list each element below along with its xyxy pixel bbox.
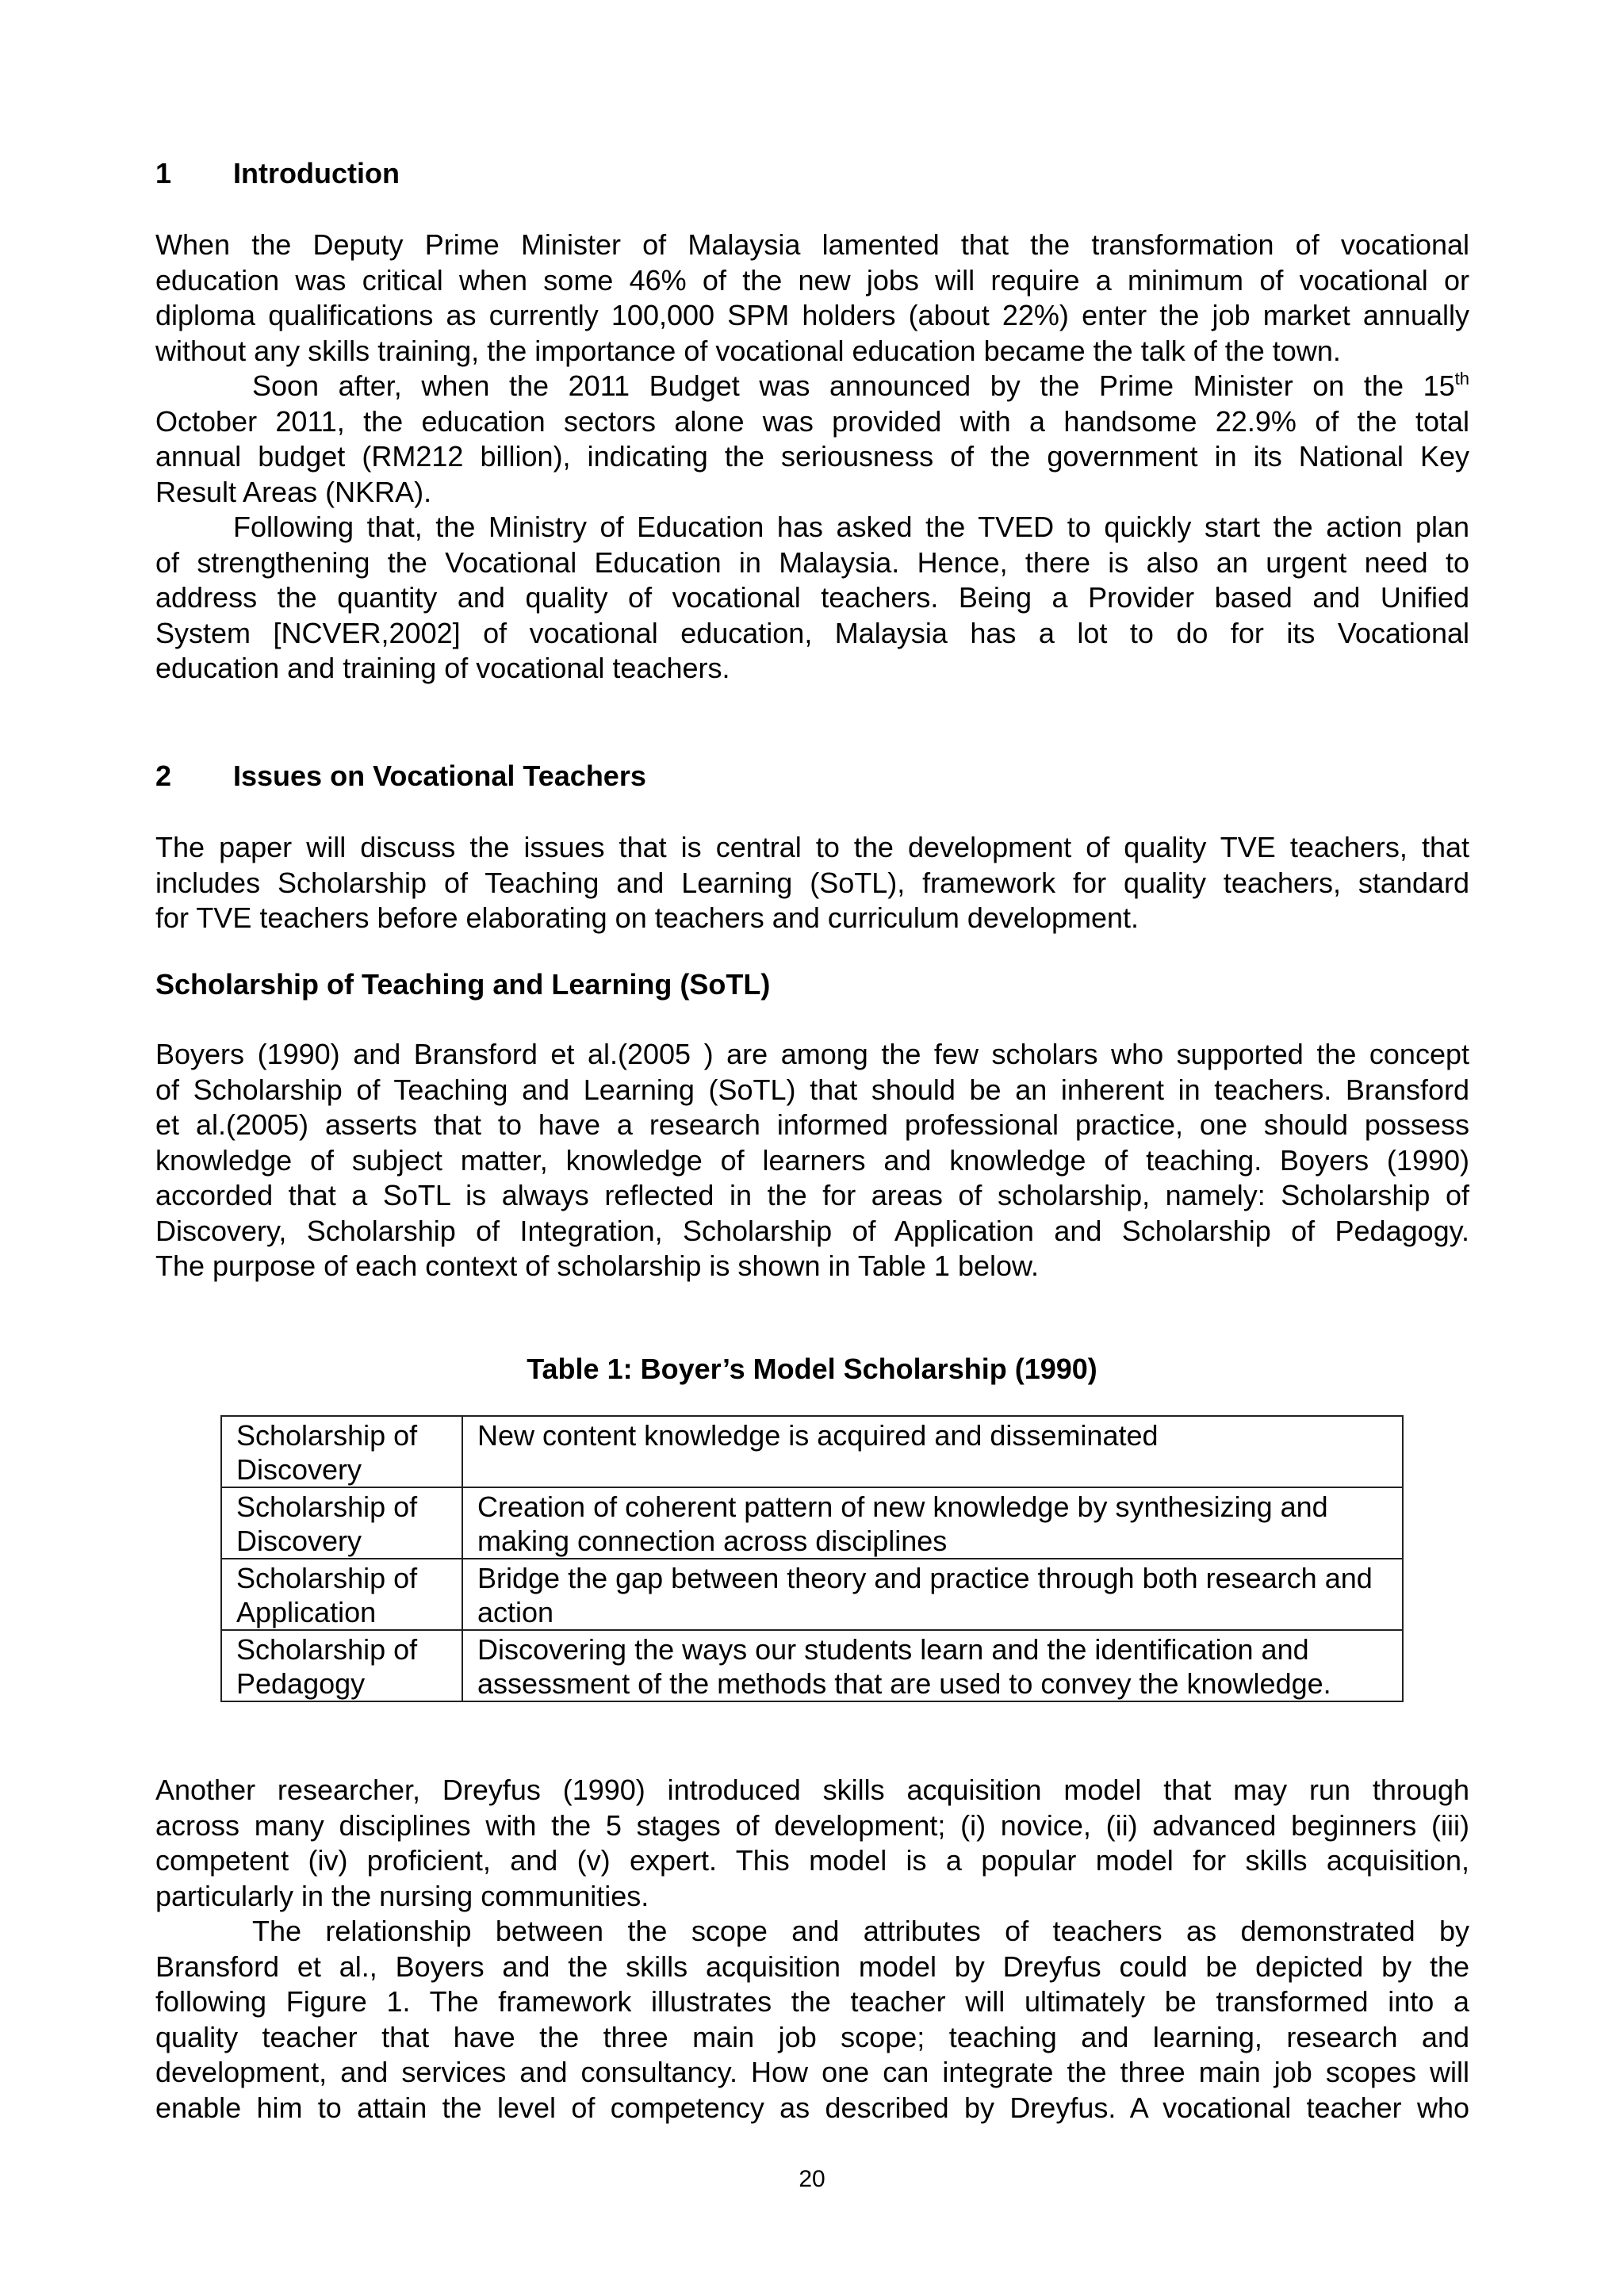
text-line: diploma qualifications as currently 100,000 SPM holders (about 22%) enter the job market annually (155, 299, 1469, 331)
scholarship-type-cell: Scholarship of Application (221, 1559, 462, 1630)
table-row (221, 1487, 1403, 1559)
text-line: Boyers (1990) and Bransford et al.(2005 ) are among the few scholars who supported the concept (155, 1038, 1469, 1070)
dreyfus-paragraph (155, 1773, 1469, 1914)
intro-paragraph-3 (155, 510, 1469, 687)
text-line: knowledge of subject matter, knowledge of learners and knowledge of teaching. Boyers (1990) (155, 1143, 1469, 1177)
text-line: of Scholarship of Teaching and Learning (SoTL) that should be an inherent in teachers. Bransford (155, 1073, 1469, 1106)
text-line: of strengthening the Vocational Education in Malaysia. Hence, there is also an urgent need to (155, 545, 1469, 579)
text-line: particularly in the nursing communities. (155, 1879, 649, 1912)
text-line: When the Deputy Prime Minister of Malaysia lamented that the transformation of vocational (155, 228, 1469, 261)
text-line: education was critical when some 46% of the new jobs will require a minimum of vocational or (155, 263, 1469, 297)
text-line: Another researcher, Dreyfus (1990) introduced skills acquisition model that may run through (155, 1774, 1469, 1806)
text-line: accorded that a SoTL is always reflected in the for areas of scholarship, namely: Scholarship of (155, 1179, 1469, 1211)
table-row (221, 1630, 1403, 1701)
text-line: without any skills training, the importance of vocational education became the talk of the town. (155, 334, 1341, 367)
section-title: Issues on Vocational Teachers (233, 760, 646, 792)
section-title: Introduction (233, 157, 400, 189)
table-1-boyer-model (220, 1415, 1404, 1702)
text-line: following Figure 1. The framework illustrates the teacher will ultimately be transformed into a (155, 1985, 1469, 2018)
text-line: quality teacher that have the three main job scope; teaching and learning, research and (155, 2020, 1469, 2053)
text-line: Result Areas (NKRA). (155, 475, 432, 508)
scholarship-purpose-cell: Bridge the gap between theory and practice through both research and action (462, 1559, 1403, 1630)
section-number: 2 (155, 760, 172, 792)
text-line: development, and services and consultancy. How one can integrate the three main job scopes will (155, 2056, 1469, 2088)
intro-paragraph-1 (155, 228, 1469, 369)
text-line: Bransford et al., Boyers and the skills acquisition model by Dreyfus could be depicted by the (155, 1950, 1469, 1983)
text-line: et al.(2005) asserts that to have a research informed professional practice, one should possess (155, 1108, 1469, 1141)
ordinal-superscript: th (1454, 369, 1469, 388)
table-row (221, 1559, 1403, 1630)
section-2-intro (155, 830, 1469, 936)
text-line: Following that, the Ministry of Education has asked the TVED to quickly start the action plan (233, 511, 1469, 543)
section-2-heading (155, 759, 646, 794)
sotl-paragraph (155, 1037, 1469, 1284)
text-line: competent (iv) proficient, and (v) expert. This model is a popular model for skills acquisition, (155, 1844, 1469, 1877)
scholarship-type-cell: Scholarship of Pedagogy (221, 1630, 462, 1701)
scholarship-type-cell: Scholarship of Discovery (221, 1487, 462, 1559)
scholarship-purpose-cell: Creation of coherent pattern of new knowledge by synthesizing and making connection across disciplines (462, 1487, 1403, 1559)
scholarship-purpose-cell: New content knowledge is acquired and disseminated (462, 1416, 1403, 1487)
text-line: Discovery, Scholarship of Integration, Scholarship of Application and Scholarship of Pedagogy. (155, 1214, 1469, 1247)
framework-paragraph (155, 1914, 1469, 2126)
text-line: for TVE teachers before elaborating on teachers and curriculum development. (155, 901, 1139, 934)
text-line: education and training of vocational teachers. (155, 652, 730, 684)
text-line: address the quantity and quality of vocational teachers. Being a Provider based and Unified (155, 581, 1469, 614)
table-row (221, 1416, 1403, 1487)
text-line: includes Scholarship of Teaching and Learning (SoTL), framework for quality teachers, standard (155, 866, 1469, 899)
text-line: The relationship between the scope and attributes of teachers as demonstrated by (252, 1915, 1469, 1947)
scholarship-type-cell: Scholarship of Discovery (221, 1416, 462, 1487)
text-line: across many disciplines with the 5 stages of development; (i) novice, (ii) advanced beginners (iii) (155, 1808, 1469, 1842)
sotl-subheading: Scholarship of Teaching and Learning (SoTL) (155, 968, 771, 1001)
intro-paragraph-2 (155, 369, 1469, 510)
text-line: System [NCVER,2002] of vocational education, Malaysia has a lot to do for its Vocational (155, 616, 1469, 649)
text-line: annual budget (RM212 billion), indicating the seriousness of the government in its National Key (155, 440, 1469, 473)
section-number: 1 (155, 157, 172, 189)
table-1-caption: Table 1: Boyer’s Model Scholarship (1990) (527, 1353, 1097, 1385)
text-line: enable him to attain the level of competency as described by Dreyfus. A vocational teacher who (155, 2091, 1469, 2124)
text-line: The paper will discuss the issues that is central to the development of quality TVE teachers, that (155, 831, 1469, 863)
text-line: The purpose of each context of scholarship is shown in Table 1 below. (155, 1249, 1040, 1282)
text-line (155, 369, 1469, 404)
page-number: 20 (799, 2166, 825, 2192)
scholarship-purpose-cell: Discovering the ways our students learn and the identification and assessment of the methods that are used to convey the knowledge. (462, 1630, 1403, 1701)
text-line-content: Soon after, when the 2011 Budget was announced by the Prime Minister on the 15 (252, 369, 1455, 402)
section-1-heading (155, 156, 400, 191)
text-line: October 2011, the education sectors alone was provided with a handsome 22.9% of the total (155, 404, 1469, 438)
